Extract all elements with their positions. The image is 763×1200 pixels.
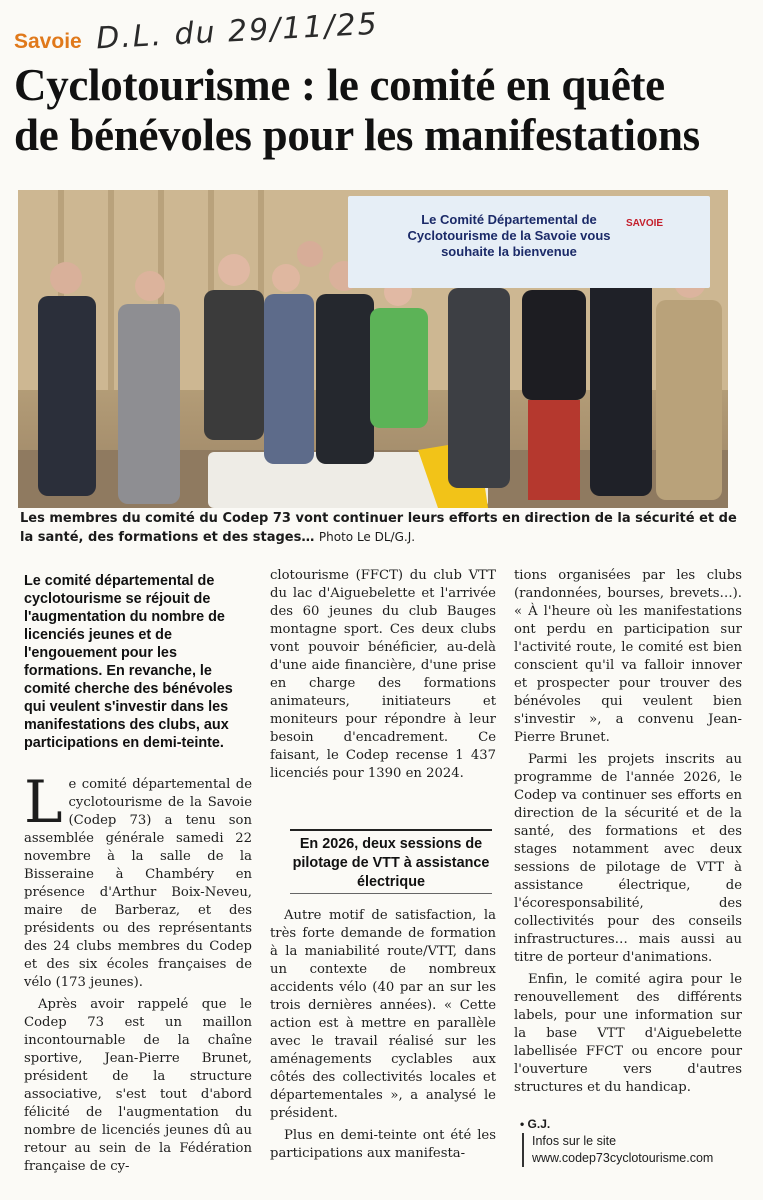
paragraph-text: e comité départemental de cyclotourisme de la Savoie (Codep 73) a tenu son assemblée générale samedi 22 novembre à la salle de la Bisseraine à Chambéry en présence d'Arthur Boix-Neveu, maire de Barberaz, et des présidents ou des représentants des 24 clubs membres du Codep et des six écoles françaises de vélo (173 jeunes). (24, 777, 252, 990)
subhead-rule (290, 893, 492, 894)
headline (14, 60, 754, 160)
column-1 (24, 768, 252, 1180)
info-box: Infos sur le site www.codep73cyclotourisme.com (522, 1133, 752, 1167)
article-photo (18, 190, 728, 508)
banner-text: Le Comité Départemental de Cyclotourisme de la Savoie vous souhaite la bienvenue (407, 212, 611, 259)
caption-text: Les membres du comité du Codep 73 vont continuer leurs efforts en direction de la sécurité et de la santé, des formations et des stages… (20, 511, 737, 545)
section-kicker: Savoie (14, 30, 82, 53)
paragraph: tions organisées par les clubs (randonnées, bourses, brevets…). « À l'heure où les manifestations ont perdu en participation sur l'activité route, le comité est bien conscient qu'il va falloir innover et prospecter pour trouver des bénévoles qui veulent bien s'investir », a convenu Jean-Pierre Brunet. (514, 568, 742, 745)
subhead: En 2026, deux sessions de pilotage de VTT à assistance électrique (290, 829, 492, 892)
handwritten-note: D.L. du 29/11/25 (95, 6, 380, 57)
author-signature: • G.J. (520, 1117, 551, 1131)
welcome-banner (348, 196, 710, 288)
article-chapo: Le comité départemental de cyclotourisme se réjouit de l'augmentation du nombre de licenciés jeunes et de l'engouement pour les formations. En revanche, le comité cherche des bénévoles qui veulent s'investir dans les manifestations des clubs, aux participations en demi-teinte. (24, 573, 233, 751)
paragraph: Après avoir rappelé que le Codep 73 est un maillon incontournable de la chaîne sportive, Jean-Pierre Brunet, président de la structure associative, s'est tout d'abord félicité de l'augmentation du nombre de licenciés jeunes dû au retour au sein de la Fédération française de cy- (24, 997, 252, 1174)
column-3 (514, 567, 742, 1101)
photo-caption (20, 509, 740, 547)
drop-cap: L (24, 768, 63, 836)
paragraph: Autre motif de satisfaction, la très forte demande de formation à la maniabilité route/VTT, dans un contexte de nombreux accidents vélo (40 par an sur les trois dernières années). « Cette action est à mettre en parallèle avec le travail réalisé sur les aménagements cyclables aux côtés des collectivités locales et départementales », a analysé le président. (270, 908, 496, 1121)
paragraph (24, 768, 252, 992)
paragraph: clotourisme (FFCT) du club VTT du lac d'Aiguebelette et l'arrivée des 60 jeunes du club Bauges montagne sport. Ces deux clubs vont pouvoir bénéficier, au-delà d'une aide financière, d'une prise en charge des formations animateurs, initiateurs et moniteurs pour répondre à leur besoin d'encadrement. Ce faisant, le Codep recense 1 437 licenciés pour 1390 en 2024. (270, 568, 496, 781)
author-name: G.J. (527, 1117, 551, 1131)
paragraph: Plus en demi-teinte ont été les participations aux manifesta- (270, 1128, 496, 1161)
photo-credit: Photo Le DL/G.J. (318, 530, 416, 544)
headline-line-2: de bénévoles pour les manifestations (14, 110, 700, 160)
headline-line-1: Cyclotourisme : le comité en quête (14, 60, 665, 110)
column-2b (270, 907, 496, 1167)
column-2 (270, 567, 496, 787)
savoie-flag-label: SAVOIE (626, 218, 664, 229)
paragraph: Parmi les projets inscrits au programme de l'année 2026, le Codep va continuer ses efforts en direction de la sécurité et de la santé, des formations et des stages notamment avec deux sessions de pilotage de VTT à assistance électrique, de l'écoresponsabilité, des collectivités pour des conseils infrastructures… mais aussi au titre de porteur d'animations. (514, 752, 742, 965)
paragraph: Enfin, le comité agira pour le renouvellement des différents labels, pour une information sur la base VTT d'Aiguebelette labellisée FFCT ou encore pour l'ouverture vers d'autres structures et du handicap. (514, 972, 742, 1095)
